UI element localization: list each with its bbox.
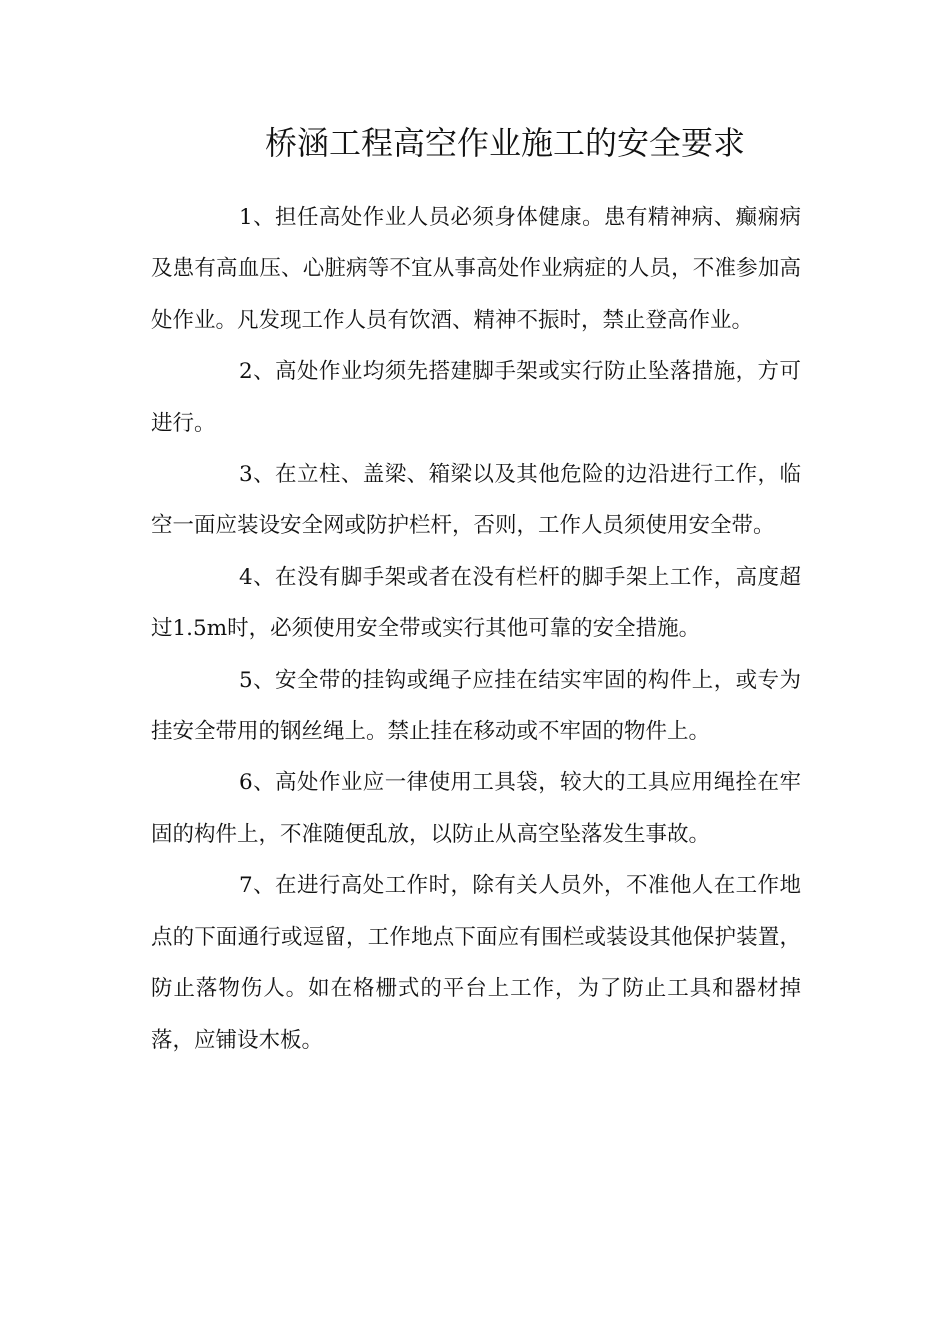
paragraph-2: 2、高处作业均须先搭建脚手架或实行防止坠落措施，方可进行。: [151, 359, 801, 436]
document-body: [151, 192, 801, 1066]
document-title: 桥涵工程高空作业施工的安全要求: [264, 124, 745, 162]
paragraph-6: 6、高处作业应一律使用工具袋，较大的工具应用绳拴在牢固的构件上，不准随便乱放，以防止从高空坠落发生事故。: [151, 770, 801, 847]
paragraph-4: 4、在没有脚手架或者在没有栏杆的脚手架上工作，高度超过1.5m时，必须使用安全带或实行其他可靠的安全措施。: [151, 564, 801, 642]
paragraph-5: 5、安全带的挂钩或绳子应挂在结实牢固的构件上，或专为挂安全带用的钢丝绳上。禁止挂在移动或不牢固的物件上。: [151, 667, 801, 745]
paragraph-1: 1、担任高处作业人员必须身体健康。患有精神病、癫痫病及患有高血压、心脏病等不宜从事高处作业病症的人员，不准参加高处作业。凡发现工作人员有饮酒、精神不振时，禁止登高作业。: [151, 205, 801, 333]
paragraph-7: 7、在进行高处工作时，除有关人员外，不准他人在工作地点的下面通行或逗留，工作地点下面应有围栏或装设其他保护装置，防止落物伤人。如在格栅式的平台上工作，为了防止工具和器材掉落，应铺设木板。: [151, 873, 801, 1053]
paragraph-3: 3、在立柱、盖梁、箱梁以及其他危险的边沿进行工作，临空一面应装设安全网或防护栏杆，否则，工作人员须使用安全带。: [151, 462, 801, 539]
